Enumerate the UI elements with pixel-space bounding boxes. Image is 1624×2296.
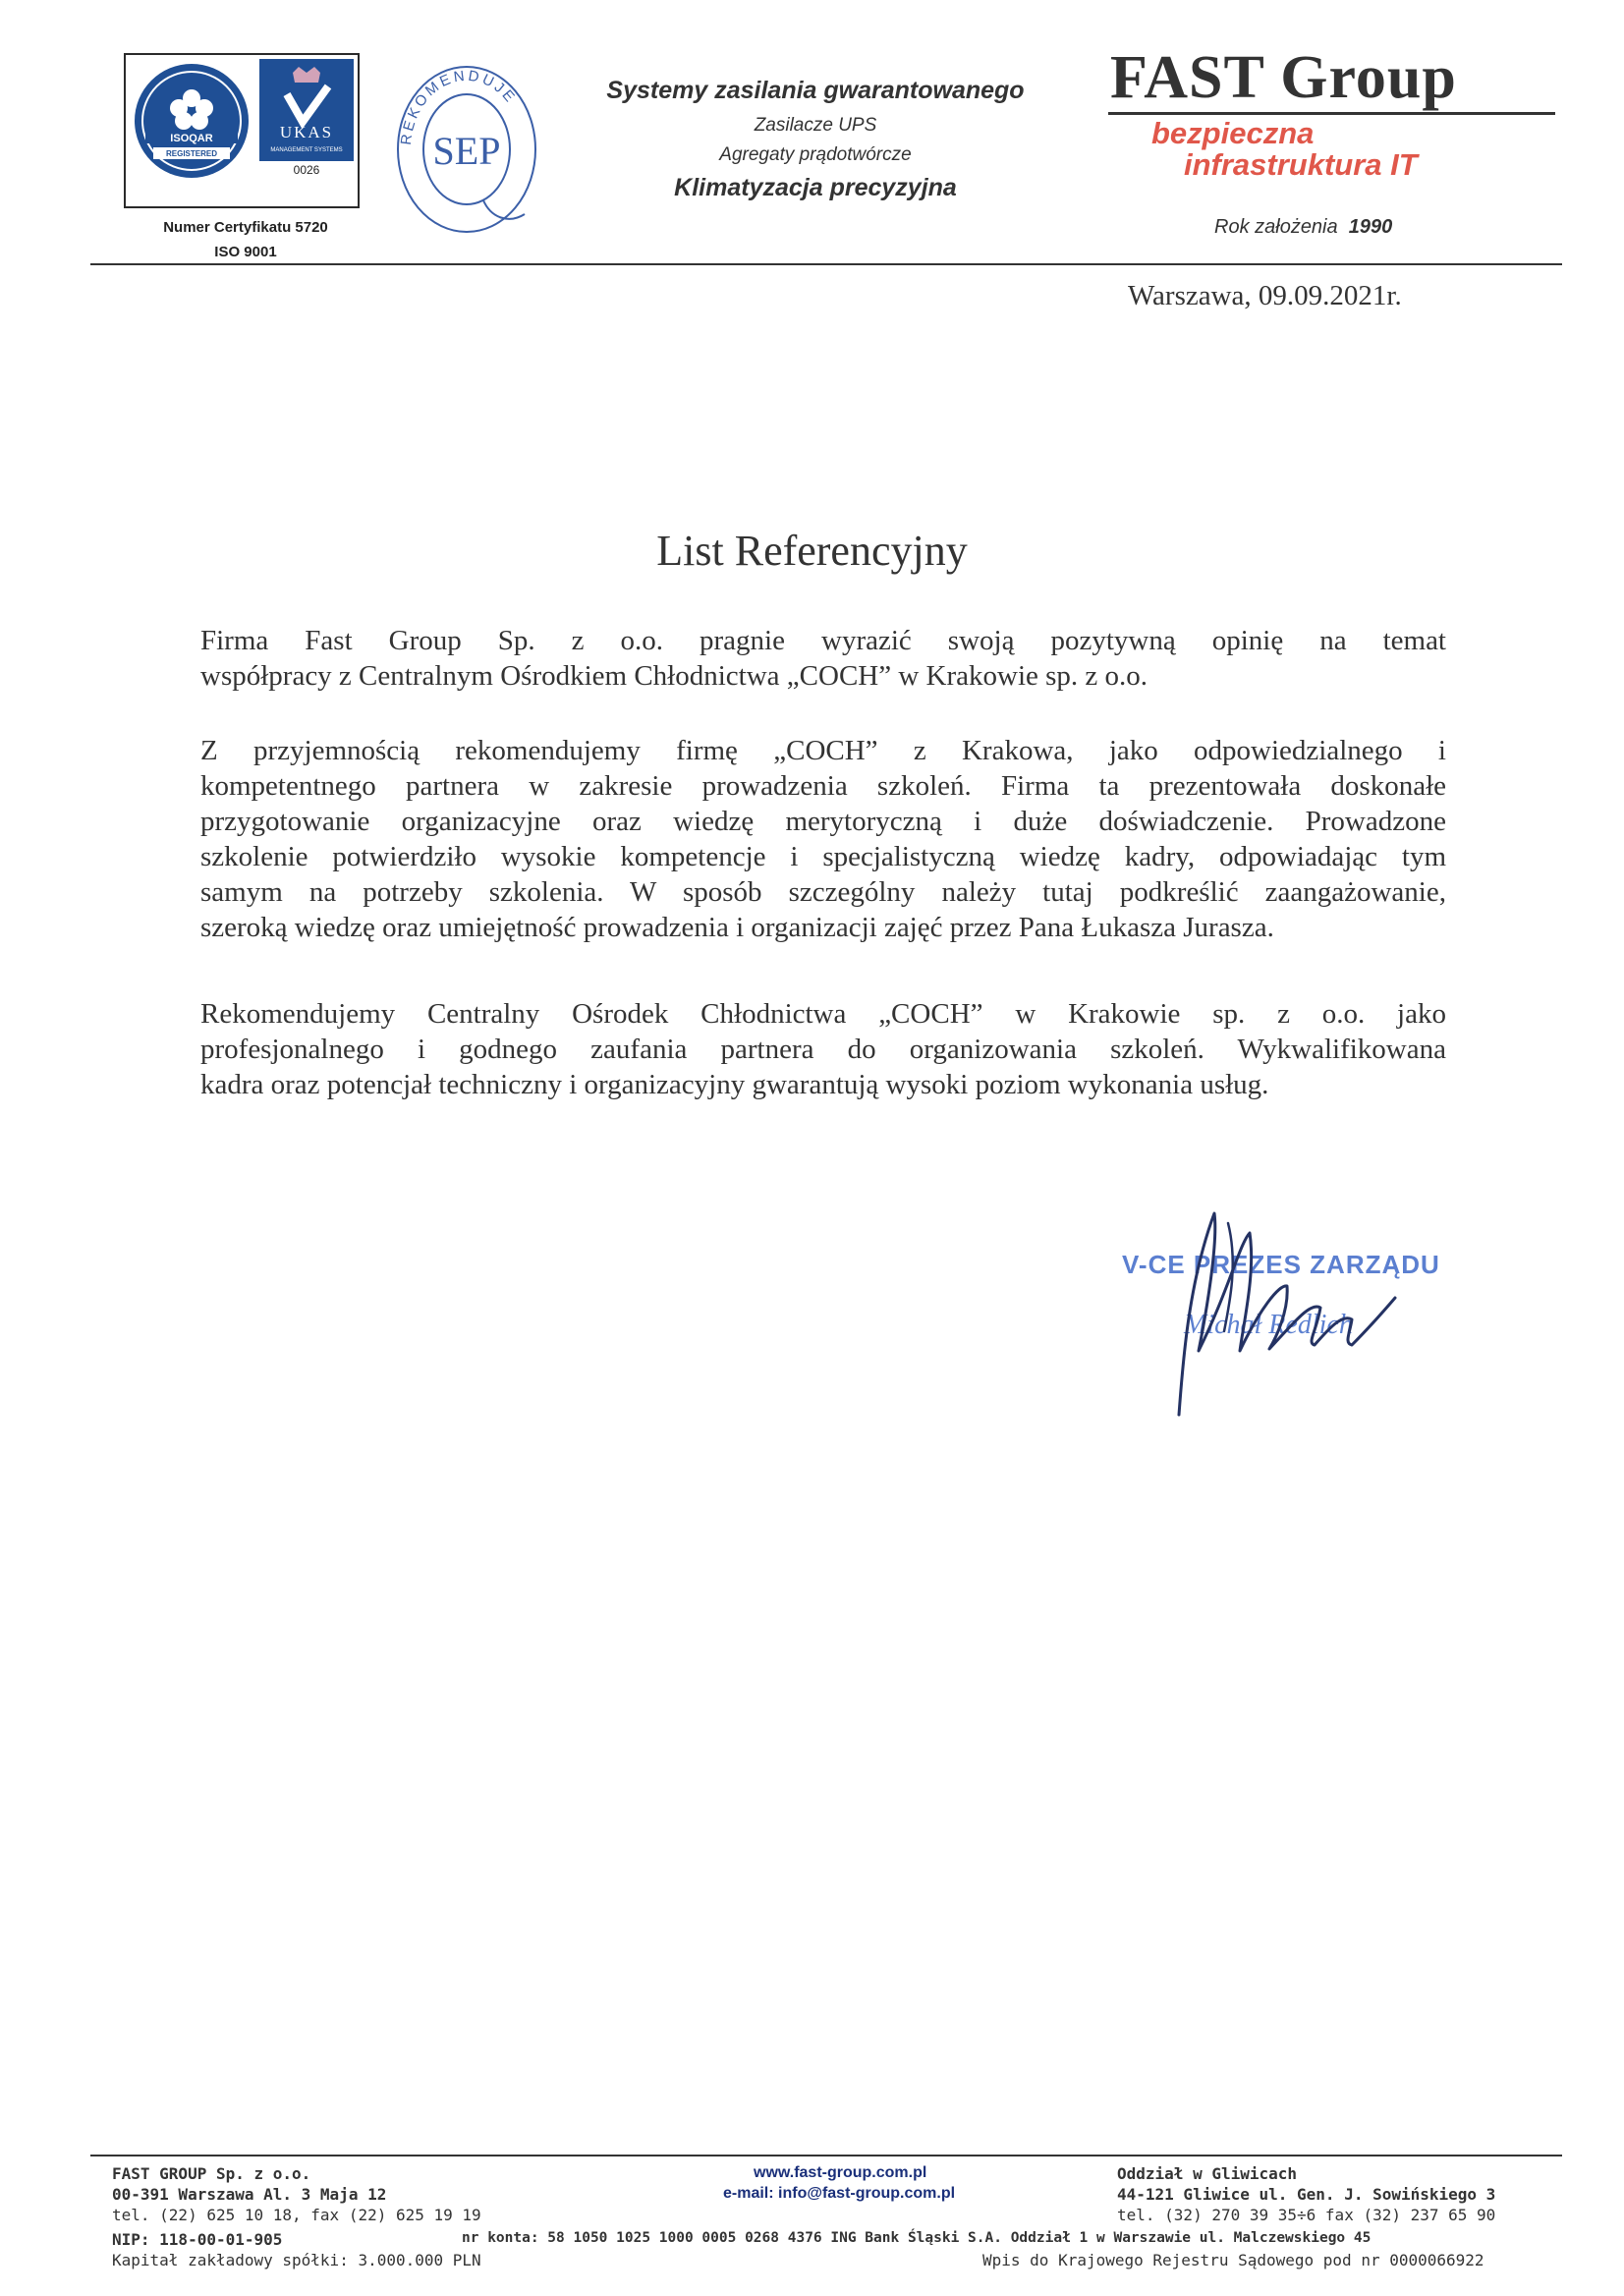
footer-capital: Kapitał zakładowy spółki: 3.000.000 PLN (112, 2251, 481, 2269)
paragraph-line: profesjonalnego i godnego zaufania partnera do organizowania szkoleń. Wykwalifikowana (200, 1034, 1446, 1065)
founded-value: 1990 (1348, 216, 1393, 238)
footer-divider (90, 2155, 1562, 2156)
paragraph-line: Firma Fast Group Sp. z o.o. pragnie wyrazić swoją pozytywną opinię na temat (200, 625, 1446, 656)
tagline-generators: Agregaty prądotwórcze (719, 144, 912, 165)
footer-email-link[interactable]: e-mail: info@fast-group.com.pl (723, 2185, 956, 2202)
sep-arc-text: REKOMENDUJE (397, 67, 520, 146)
handwritten-signature (1159, 1204, 1415, 1420)
paragraph-line: Z przyjemnością rekomendujemy firmę „COCH” z Krakowa, jako odpowiedzialnego i (200, 735, 1446, 766)
footer-branch-phone: tel. (32) 270 39 35÷6 fax (32) 237 65 90 (1117, 2206, 1496, 2224)
paragraph-1 (200, 623, 1446, 694)
founded-year (1214, 216, 1392, 239)
isoqar-label: ISOQAR (170, 133, 213, 144)
footer-phone: tel. (22) 625 10 18, fax (22) 625 19 19 (112, 2206, 481, 2224)
sep-center-text: SEP (432, 129, 501, 173)
paragraph-line: współpracy z Centralnym Ośrodkiem Chłodnictwa „COCH” w Krakowie sp. z o.o. (200, 660, 1148, 692)
paragraph-line: kompetentnego partnera w zakresie prowadzenia szkoleń. Firma ta prezentowała doskonałe (200, 770, 1446, 802)
paragraph-2 (200, 733, 1446, 945)
footer-company: FAST GROUP Sp. z o.o. (112, 2164, 311, 2183)
isoqar-logo (130, 59, 253, 183)
paragraph-line: Rekomendujemy Centralny Ośrodek Chłodnictwa „COCH” w Krakowie sp. z o.o. jako (200, 998, 1446, 1030)
paragraph-line: szeroką wiedzę oraz umiejętność prowadzenia i organizacji zajęć przez Pana Łukasza Jurasza. (200, 912, 1274, 943)
brand-underline (1108, 112, 1555, 115)
paragraph-line: samym na potrzeby szkolenia. W sposób szczególny należy tutaj podkreślić zaangażowanie, (200, 876, 1446, 908)
footer-registry: Wpis do Krajowego Rejestru Sądowego pod nr 0000066922 (982, 2251, 1484, 2269)
paragraph-line: przygotowanie organizacyjne oraz wiedzę merytoryczną i duże doświadczenie. Prowadzone (200, 806, 1446, 837)
sep-recommends-logo (393, 51, 540, 248)
brand-slogan-line2: infrastruktura IT (1184, 147, 1418, 182)
iso-standard: ISO 9001 (214, 244, 277, 260)
ukas-number: 0026 (293, 163, 320, 177)
brand-slogan-line1: bezpieczna (1151, 116, 1315, 150)
ukas-sub: MANAGEMENT SYSTEMS (270, 147, 343, 153)
signature-stamp-title: V-CE PREZES ZARZĄDU (1122, 1250, 1440, 1279)
paragraph-line: kadra oraz potencjał techniczny i organizacyjny gwarantują wysoki poziom wykonania usług. (200, 1069, 1269, 1100)
header-divider (90, 263, 1562, 265)
signature-stamp-name: Michał Redlich (1184, 1310, 1353, 1340)
isoqar-sub: REGISTERED (165, 149, 218, 158)
letter-title: List Referencyjny (656, 527, 968, 575)
footer-website-link[interactable]: www.fast-group.com.pl (754, 2164, 927, 2181)
footer-branch-address: 44-121 Gliwice ul. Gen. J. Sowińskiego 3 (1117, 2185, 1496, 2204)
footer-address: 00-391 Warszawa Al. 3 Maja 12 (112, 2185, 387, 2204)
footer-bank-account: nr konta: 58 1050 1025 1000 0005 0268 4376 ING Bank Śląski S.A. Oddział 1 w Warszawie ul. Malczewskiego 45 (462, 2230, 1372, 2246)
footer-branch-name: Oddział w Gliwicach (1117, 2164, 1298, 2183)
ukas-label: UKAS (279, 123, 334, 141)
paragraph-3 (200, 996, 1446, 1102)
tagline-main: Systemy zasilania gwarantowanego (606, 77, 1025, 104)
letter-date: Warszawa, 09.09.2021r. (1128, 280, 1402, 311)
certificate-number: Numer Certyfikatu 5720 (163, 219, 328, 236)
tagline-ups: Zasilacze UPS (754, 115, 877, 136)
paragraph-line: szkolenie potwierdziło wysokie kompetencje i specjalistyczną wiedzę kadry, odpowiadając tym (200, 841, 1446, 872)
brand-name: FAST Group (1110, 44, 1457, 111)
footer-nip: NIP: 118-00-01-905 (112, 2230, 283, 2249)
founded-label: Rok założenia (1214, 216, 1338, 238)
ukas-logo (259, 59, 354, 177)
tagline-climate: Klimatyzacja precyzyjna (674, 174, 957, 201)
